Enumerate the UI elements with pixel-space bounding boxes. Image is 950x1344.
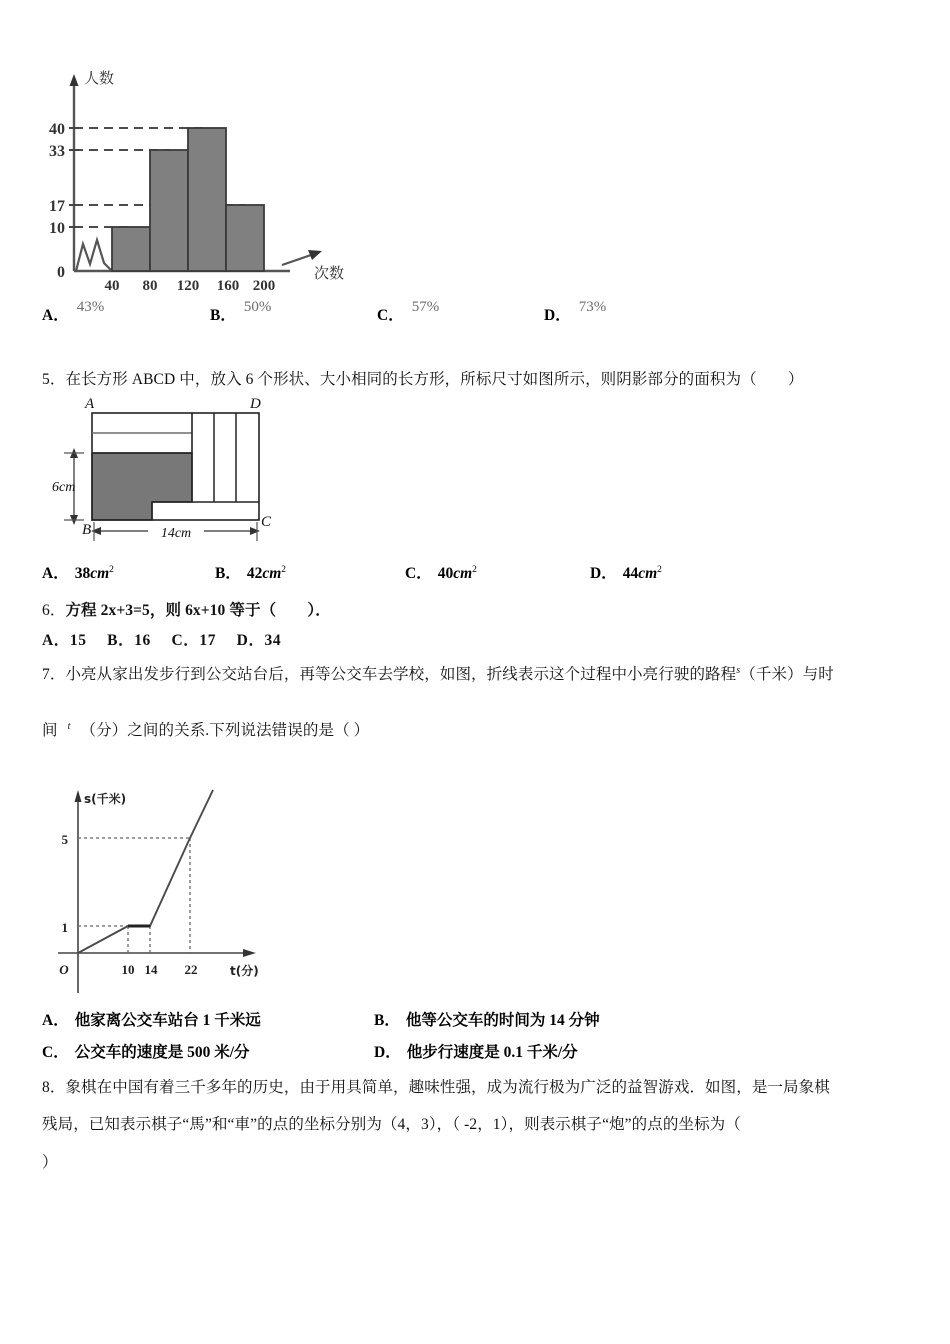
x-axis-title: 次数 (314, 264, 345, 282)
q7-option-a[interactable] (42, 1008, 374, 1030)
q4-option-b-letter: B． (210, 307, 236, 324)
x-tick-label-40: 40 (104, 278, 120, 294)
q7-option-a-letter: A． (42, 1012, 69, 1029)
q7-option-a-value: 他家离公交车站台 1 千米远 (74, 1012, 261, 1029)
question-7-number: 7． (42, 666, 66, 683)
question-7-options-row2 (42, 1040, 902, 1062)
y-axis-title: 人数 (84, 69, 115, 87)
q7-option-d[interactable] (374, 1040, 578, 1062)
y-tick-label-5: 5 (61, 832, 68, 847)
q7-option-d-value: 他步行速度是 0.1 千米/分 (406, 1044, 578, 1061)
x-tick-label-10: 10 (121, 962, 135, 977)
q4-option-c-letter: C． (377, 307, 404, 324)
q5-option-d-value (623, 565, 662, 583)
q5-option-c-exp: 2 (472, 564, 477, 575)
shaded-region (92, 453, 192, 520)
rectangle-abcd-diagram (52, 392, 342, 547)
bar-40-80 (112, 227, 150, 271)
question-8-text-1: 象棋在中国有着三千多年的历史，由于用具简单，趣味性强，成为流行极为广泛的益智游戏．如图，是一局象棋 (65, 1079, 830, 1096)
question-5-stem (42, 367, 922, 393)
bar-80-120 (150, 150, 188, 271)
y-axis-arrow (75, 790, 82, 802)
x-axis-tail (282, 254, 314, 265)
bar-120-160 (188, 128, 226, 271)
question-8-text-2: 残局，已知表示棋子“馬”和“車”的点的坐标分别为（4，3），（ -2，1），则表示棋子“炮”的点的坐标为（ (42, 1116, 741, 1133)
y-tick-label-10: 10 (49, 220, 65, 237)
q7-option-d-letter: D． (374, 1044, 401, 1061)
q5-option-a-exp: 2 (109, 564, 114, 575)
frequency-histogram (42, 66, 372, 294)
y-axis-arrow (70, 74, 79, 86)
question-7-text-b: （千米）与时 (740, 666, 834, 683)
dim-horizontal-label: 14cm (160, 526, 192, 541)
y-tick-label-33: 33 (49, 143, 65, 160)
question-7-stem-line1 (42, 662, 932, 688)
question-5-number: 5． (42, 371, 66, 388)
bar-160-200 (226, 205, 264, 271)
x-tick-label-22: 22 (184, 962, 198, 977)
question-7-sup-t: t (67, 720, 71, 732)
q5-option-d-exp: 2 (657, 564, 662, 575)
histogram-svg (42, 66, 372, 294)
x-tick-label-200: 200 (252, 278, 276, 294)
question-8-line1 (42, 1075, 932, 1101)
question-5-text: 在长方形 ABCD 中，放入 6 个形状、大小相同的长方形，所标尺寸如图所示，则阴影部分的面积为（ ） (65, 371, 804, 388)
dim-horizontal-arrow-left (91, 527, 101, 535)
dim-horizontal-arrow-right (250, 527, 260, 535)
question-7-stem-line2 (42, 718, 932, 744)
x-axis-arrow (308, 250, 322, 260)
vertex-label-a: A (85, 396, 95, 412)
q5-option-c-letter: C． (405, 565, 432, 582)
question-6-options[interactable] (42, 628, 922, 654)
q4-option-a[interactable] (42, 299, 210, 325)
q4-option-c[interactable] (377, 299, 544, 325)
question-8-text-3: ） (42, 1154, 58, 1171)
q5-option-d-unit: cm (638, 565, 658, 582)
question-5-options (42, 561, 902, 583)
question-6-stem (42, 598, 922, 624)
question-6-text: 方程 2x+3=5，则 6x+10 等于（ ）． (65, 602, 331, 619)
x-axis-title: t(分) (230, 964, 259, 978)
q7-option-c-letter: C． (42, 1044, 69, 1061)
question-4-options (42, 299, 902, 325)
y-axis-title: s(千米) (84, 792, 127, 806)
x-tick-label-80: 80 (142, 278, 158, 294)
q7-option-b-value: 他等公交车的时间为 14 分钟 (405, 1012, 600, 1029)
q5-option-d-number: 44 (622, 565, 639, 582)
q5-option-c-unit: cm (453, 565, 473, 582)
y-tick-label-0: 0 (57, 264, 65, 281)
x-tick-label-120: 120 (176, 278, 200, 294)
question-7-text-d: （分）之间的关系.下列说法错误的是（ ） (80, 722, 370, 739)
x-tick-label-14: 14 (144, 962, 158, 977)
q5-option-d-letter: D． (590, 565, 617, 582)
vertex-label-d: D (250, 396, 261, 412)
q7-option-c[interactable] (42, 1040, 374, 1062)
q4-option-d-value: 73% (578, 299, 607, 315)
q5-option-a-number: 38 (74, 565, 91, 582)
q5-option-d[interactable] (590, 561, 662, 583)
q4-option-a-letter: A． (42, 307, 69, 324)
q5-option-c-value (438, 565, 477, 583)
question-8-line2 (42, 1112, 932, 1138)
q7-option-c-value: 公交车的速度是 500 米/分 (74, 1044, 250, 1061)
q5-option-b-number: 42 (246, 565, 263, 582)
q7-option-b-letter: B． (374, 1012, 400, 1029)
question-8-line3 (42, 1150, 932, 1176)
question-8-number: 8． (42, 1079, 66, 1096)
origin-label: O (59, 962, 69, 977)
q4-option-b-value: 50% (243, 299, 272, 315)
vertex-label-b: B (82, 522, 92, 538)
x-axis-arrow (243, 949, 256, 957)
q7-option-b[interactable] (374, 1008, 600, 1030)
q5-option-c-number: 40 (437, 565, 454, 582)
y-tick-label-1: 1 (61, 920, 68, 935)
q4-option-c-value: 57% (411, 299, 440, 315)
q6-options-line: A．15 B．16 C．17 D．34 (42, 632, 282, 649)
q5-option-b-exp: 2 (281, 564, 287, 575)
q5-option-b-unit: cm (262, 565, 282, 582)
axis-break-zigzag (76, 240, 112, 271)
q5-option-b[interactable] (215, 561, 405, 583)
y-tick-label-17: 17 (49, 198, 65, 215)
question-7-text-c: 间 (42, 722, 58, 739)
distance-time-polyline (78, 790, 213, 953)
q4-option-d-letter: D． (544, 307, 571, 324)
q5-option-a-letter: A． (42, 565, 69, 582)
line-graph-svg (50, 778, 340, 1003)
q4-option-d[interactable] (544, 299, 607, 325)
q5-option-c[interactable] (405, 561, 590, 583)
q4-option-a-value: 43% (76, 299, 105, 315)
x-tick-label-160: 160 (216, 278, 240, 294)
question-7-options-row1 (42, 1008, 902, 1030)
q5-option-b-letter: B． (215, 565, 241, 582)
q5-option-a[interactable] (42, 561, 215, 583)
question-7-sup-s: s (736, 664, 741, 676)
q5-option-b-value (247, 565, 286, 583)
distance-time-line-graph (50, 778, 340, 1003)
vertex-label-c: C (261, 514, 272, 530)
rectangle-diagram-svg (52, 392, 342, 547)
q4-option-b[interactable] (210, 299, 377, 325)
question-7-text-a: 小亮从家出发步行到公交站台后，再等公交车去学校，如图，折线表示这个过程中小亮行驶的路程 (65, 666, 737, 683)
y-tick-label-40: 40 (49, 121, 65, 138)
q5-option-a-unit: cm (90, 565, 110, 582)
question-6-number: 6． (42, 602, 66, 619)
dim-vertical-label: 6cm (52, 480, 76, 495)
q5-option-a-value (75, 565, 114, 583)
